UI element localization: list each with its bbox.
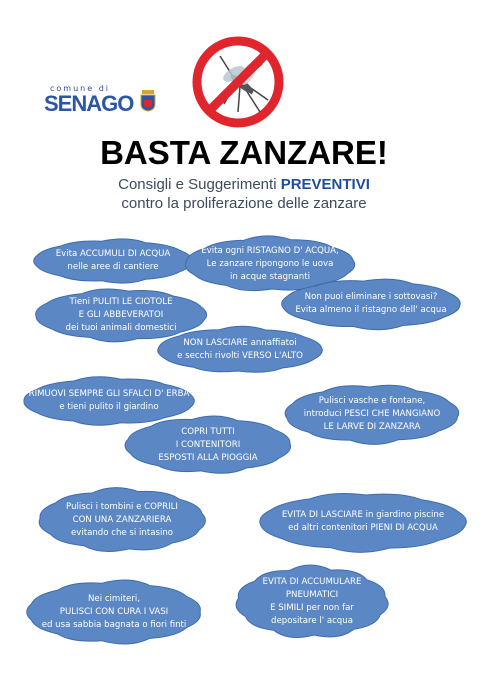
tip-line: Evita almeno il ristagno dell' acqua (295, 305, 447, 315)
page-title: BASTA ZANZARE! (100, 134, 388, 171)
tip-cloud-text (280, 382, 464, 446)
tip-line: introduci PESCI CHE MANGIANO (303, 408, 441, 419)
tip-line: ESPOSTI ALLA PIOGGIA (158, 452, 258, 463)
tip-line: Pulisci i tombini e COPRILI (66, 501, 178, 512)
tip-line: I CONTENITORI (175, 439, 241, 450)
tip-line: PULISCI CON CURA I VASI (59, 606, 169, 617)
tip-line: RIMUOVI SEMPRE GLI SFALCI D' ERBA (28, 389, 190, 399)
tip-cloud-text (152, 324, 328, 376)
tip-line: Non puoi eliminare i sottovasi? (304, 292, 438, 302)
subtitle-emphasis: PREVENTIVI (280, 176, 370, 193)
tip-cloud-construction (28, 236, 198, 286)
tip-cloud-text (28, 236, 198, 286)
tip-line: nelle aree di cantiere (67, 262, 159, 272)
tip-cloud-pools (254, 490, 472, 554)
tip-cloud-tyres (232, 564, 392, 640)
tip-line: PNEUMATICI (285, 590, 339, 600)
tip-line: Le zanzare ripongono le uova (206, 258, 334, 269)
tip-line: COPRI TUTTI (181, 426, 235, 437)
tip-line: e secchi rivolti VERSO L'ALTO (177, 351, 303, 361)
tip-line: ed usa sabbia bagnata o fiori finti (41, 619, 187, 630)
subtitle-line-2: contro la proliferazione delle zanzare (121, 195, 367, 212)
subtitle-text: Consigli e Suggerimenti (118, 176, 281, 193)
tip-line: dei tuoi animali domestici (65, 322, 177, 333)
tip-line: Pulisci vasche e fontane, (318, 395, 426, 406)
tip-line: EVITA DI LASCIARE in giardino piscine (281, 510, 445, 520)
tip-cloud-text (22, 578, 206, 646)
tip-line: CON UNA ZANZARIERA (72, 514, 172, 525)
tip-line: Evita ogni RISTAGNO D' ACQUA, (201, 245, 339, 256)
tip-line: evitando che si intasino (70, 527, 174, 538)
tip-line: Evita ACCUMULI DI ACQUA (55, 249, 171, 259)
tip-line: e tieni pulito il giardino (59, 402, 159, 412)
tip-cloud-text (254, 490, 472, 554)
tip-line: Nei cimiteri, (87, 593, 141, 604)
tip-cloud-text (120, 414, 296, 476)
tip-line: E GLI ABBEVERATOI (78, 309, 164, 320)
coat-of-arms-icon (140, 90, 156, 112)
tip-cloud-watering-cans (152, 324, 328, 376)
tip-line: NON LASCIARE annaffiatoi (183, 338, 297, 348)
tip-line: depositare l' acqua (271, 616, 353, 626)
tip-cloud-fountains (280, 382, 464, 446)
tip-cloud-text (232, 564, 392, 640)
tip-cloud-drains (34, 486, 210, 554)
tip-line: Tieni PULITI LE CIOTOLE (69, 296, 173, 307)
tip-cloud-containers (120, 414, 296, 476)
logo-comune-label: comune di (50, 84, 110, 93)
tip-line: in acque stagnanti (230, 271, 310, 282)
no-mosquito-icon (190, 34, 286, 130)
comune-logo (44, 84, 164, 124)
tip-line: EVITA DI ACCUMULARE (262, 577, 362, 587)
logo-town-name: SENAGO (44, 91, 134, 116)
tip-cloud-text (34, 486, 210, 554)
tip-line: E SIMILI per non far (270, 603, 354, 613)
tip-line: ed altri contenitori PIENI DI ACQUA (288, 523, 438, 533)
page-subtitle (0, 175, 488, 213)
tip-line: LE LARVE DI ZANZARA (323, 421, 421, 432)
tip-cloud-cemeteries (22, 578, 206, 646)
